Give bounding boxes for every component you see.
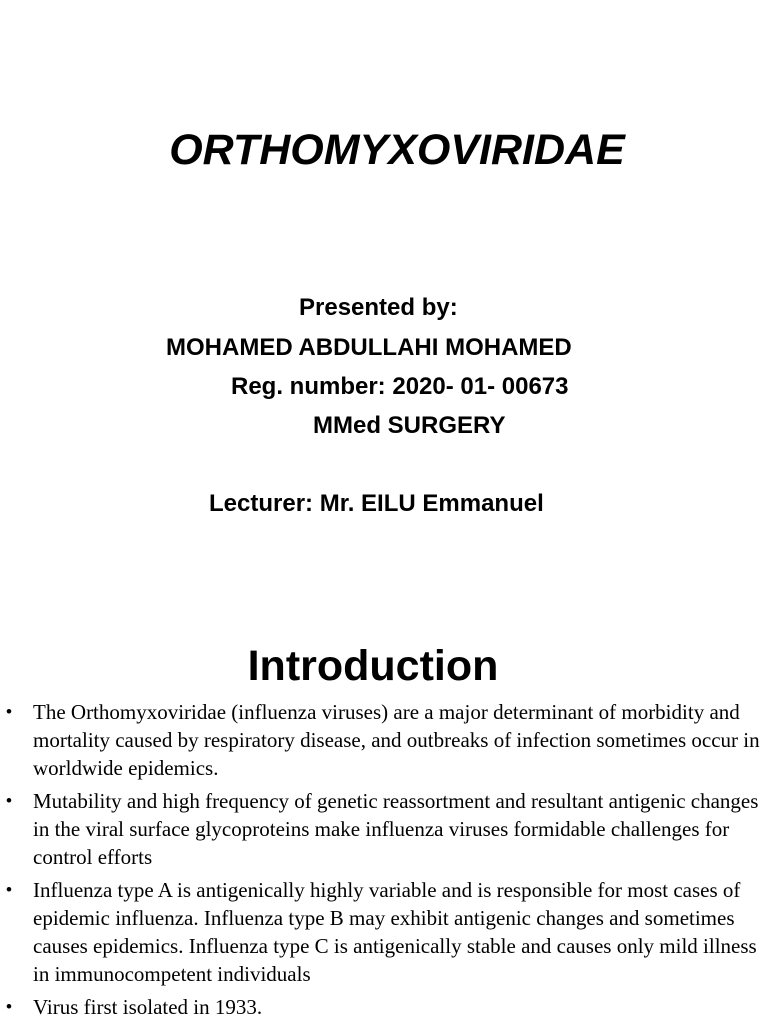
presented-by-label: Presented by: [299, 294, 458, 321]
presenter-name: MOHAMED ABDULLAHI MOHAMED [166, 334, 572, 361]
bullet-item [0, 787, 768, 871]
bullet-list [0, 698, 768, 1026]
registration-number: Reg. number: 2020- 01- 00673 [231, 373, 569, 400]
bullet-item [0, 698, 768, 782]
bullet-text: Virus first isolated in 1933. [33, 995, 263, 1019]
bullet-item [0, 993, 768, 1021]
bullet-text: The Orthomyxoviridae (influenza viruses) are a major determinant of morbidity and mortality caused by respiratory disease, and outbreaks of infection sometimes occur in worldwide epidemics. [33, 700, 760, 780]
introduction-slide [0, 620, 768, 1024]
program-name: MMed SURGERY [313, 412, 506, 439]
bullet-text: Mutability and high frequency of genetic reassortment and resultant antigenic changes in the viral surface glycoproteins make influenza viruses formidable challenges for control efforts [33, 789, 759, 869]
section-title: Introduction [247, 642, 499, 690]
slide-title: ORTHOMYXOVIRIDAE [169, 126, 625, 174]
bullet-text: Influenza type A is antigenically highly variable and is responsible for most cases of epidemic influenza. Influenza type B may exhibit antigenic changes and sometimes causes epidemics. Influenza type C is antigenically stable and causes only mild illness in immunocompetent individuals [33, 878, 757, 986]
bullet-point-icon: • [6, 880, 12, 899]
bullet-point-icon: • [6, 997, 12, 1016]
bullet-point-icon: • [6, 702, 12, 721]
bullet-point-icon: • [6, 791, 12, 810]
bullet-item [0, 876, 768, 988]
lecturer-name: Lecturer: Mr. EILU Emmanuel [209, 490, 544, 517]
